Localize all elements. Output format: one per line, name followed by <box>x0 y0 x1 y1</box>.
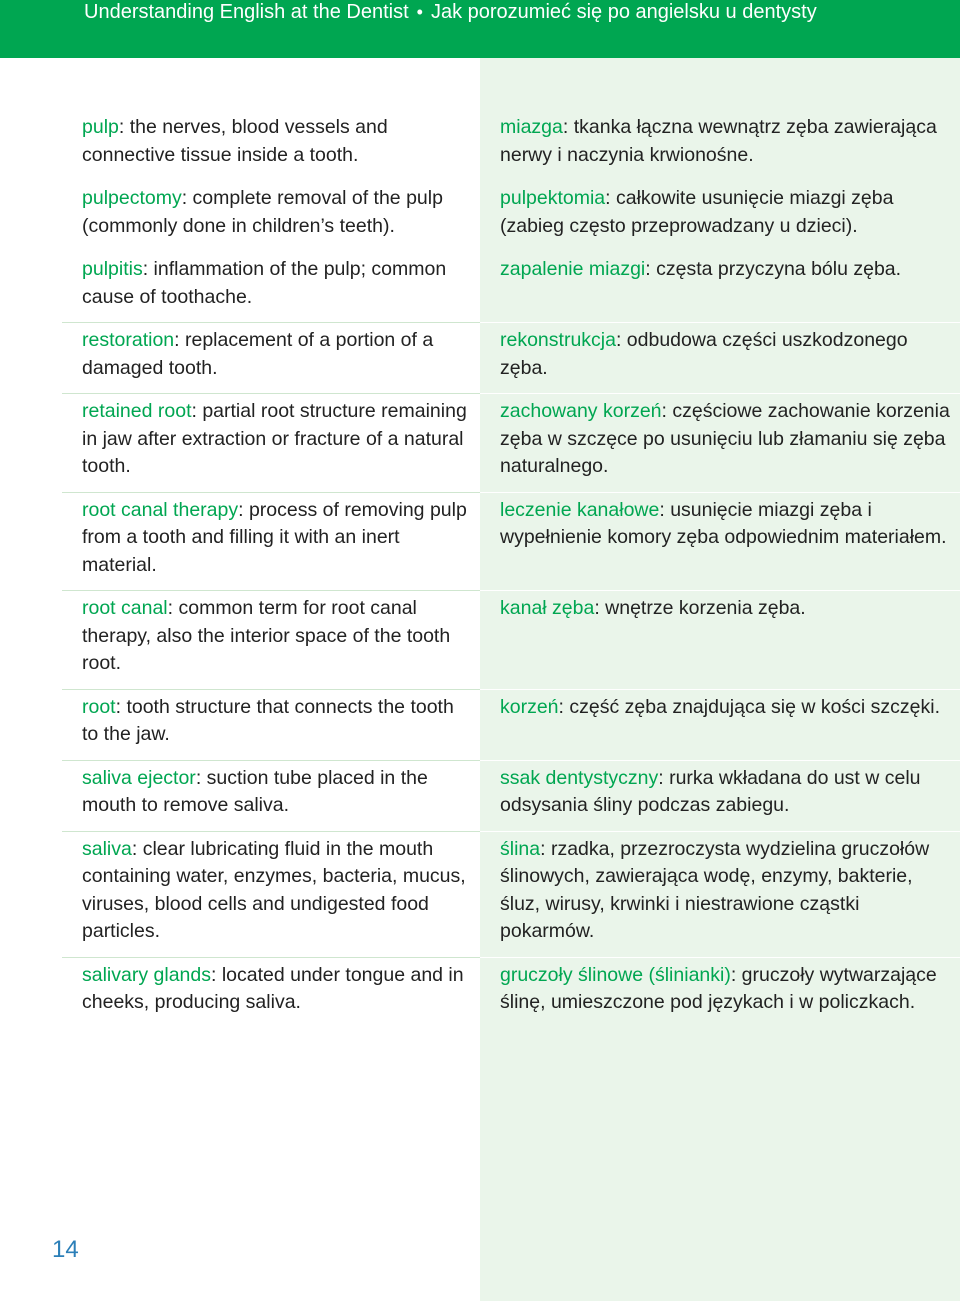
definition-en: : common term for root canal therapy, also the interior space of the tooth root. <box>82 597 451 674</box>
entry-pl <box>480 761 960 832</box>
entry-pl <box>480 394 960 493</box>
entry-pl <box>480 832 960 958</box>
definition-en: : complete removal of the pulp (commonly done in children’s teeth). <box>82 187 443 237</box>
entry-en <box>0 252 480 323</box>
entry-en <box>0 761 480 832</box>
term-pl: zachowany korzeń <box>500 400 662 422</box>
term-en: pulpectomy <box>82 187 182 209</box>
definition-pl: : częsta przyczyna bólu zęba. <box>645 258 902 280</box>
term-pl: kanał zęba <box>500 597 595 619</box>
term-en: pulp <box>82 116 119 138</box>
term-pl: gruczoły ślinowe (ślinianki) <box>500 963 731 986</box>
entry-en <box>0 110 480 181</box>
glossary-table <box>0 110 960 1029</box>
glossary-row <box>0 181 960 252</box>
term-en: saliva <box>82 837 132 860</box>
definition-en: : replacement of a portion of a damaged tooth. <box>82 329 434 379</box>
entry-en <box>0 958 480 1029</box>
entry-pl <box>480 958 960 1029</box>
term-pl: pulpektomia <box>500 187 606 209</box>
definition-en: : located under tongue and in cheeks, producing saliva. <box>82 963 464 1013</box>
definition-pl: : wnętrze korzenia zęba. <box>594 597 806 619</box>
glossary-row <box>0 761 960 832</box>
definition-en: : the nerves, blood vessels and connective tissue inside a tooth. <box>82 116 388 166</box>
definition-en: : inflammation of the pulp; common cause of toothache. <box>82 258 447 308</box>
glossary-row <box>0 832 960 958</box>
glossary-row <box>0 252 960 323</box>
entry-pl <box>480 591 960 690</box>
definition-pl: : gruczoły wytwarzające ślinę, umieszczone pod językach i w policzkach. <box>500 963 937 1013</box>
entry-pl <box>480 110 960 181</box>
definition-pl: : rzadka, przezroczysta wydzielina gruczołów ślinowych, zawierająca wodę, enzymy, bakterie, śluz, wirusy, krwinki i niestrawione cząstki pokarmów. <box>500 837 930 942</box>
term-en: root canal <box>82 597 168 619</box>
term-en: saliva ejector <box>82 766 196 789</box>
definition-en: : clear lubricating fluid in the mouth containing water, enzymes, bacteria, mucus, viruses, blood cells and undigested food particles. <box>82 837 466 942</box>
entry-pl <box>480 323 960 394</box>
term-pl: miazga <box>500 116 563 138</box>
header-title-en: Understanding English at the Dentist <box>84 1 409 23</box>
term-en: restoration <box>82 329 175 351</box>
definition-pl: : tkanka łączna wewnątrz zęba zawierająca nerwy i naczynia krwionośne. <box>500 116 937 166</box>
term-pl: rekonstrukcja <box>500 329 616 351</box>
term-pl: leczenie kanałowe <box>500 498 660 521</box>
definition-en: : suction tube placed in the mouth to remove saliva. <box>82 766 428 816</box>
definition-pl: : odbudowa części uszkodzonego zęba. <box>500 329 908 379</box>
header-title-pl: Jak porozumieć się po angielsku u dentysty <box>430 1 817 23</box>
entry-pl <box>480 493 960 592</box>
term-en: retained root <box>82 400 192 422</box>
definition-pl: : całkowite usunięcie miazgi zęba (zabieg często przeprowadzany u dzieci). <box>500 187 894 237</box>
term-en: salivary glands <box>82 963 211 986</box>
entry-en <box>0 690 480 761</box>
glossary-row <box>0 110 960 181</box>
definition-pl: : rurka wkładana do ust w celu odsysania śliny podczas zabiegu. <box>500 766 921 816</box>
term-pl: ssak dentystyczny <box>500 766 659 789</box>
glossary-row <box>0 323 960 394</box>
page-header <box>0 0 960 58</box>
definition-en: : tooth structure that connects the tooth to the jaw. <box>82 695 454 745</box>
entry-en <box>0 394 480 493</box>
page-number: 14 <box>52 1236 79 1263</box>
definition-pl: : częściowe zachowanie korzenia zęba w szczęce po usunięciu lub złamaniu się zęba naturalnego. <box>500 400 950 477</box>
entry-pl <box>480 252 960 323</box>
glossary-row <box>0 958 960 1029</box>
glossary-row <box>0 591 960 690</box>
definition-pl: : usunięcie miazgi zęba i wypełnienie komory zęba odpowiednim materiałem. <box>500 498 947 548</box>
glossary-row <box>0 690 960 761</box>
entry-pl <box>480 690 960 761</box>
entry-en <box>0 181 480 252</box>
term-pl: zapalenie miazgi <box>500 258 646 280</box>
term-en: pulpitis <box>82 258 143 280</box>
entry-en <box>0 323 480 394</box>
entry-en <box>0 493 480 592</box>
term-en: root <box>82 695 116 718</box>
header-separator: • <box>416 2 423 22</box>
entry-pl <box>480 181 960 252</box>
term-pl: korzeń <box>500 695 559 718</box>
definition-en: : process of removing pulp from a tooth and filling it with an inert material. <box>82 498 467 576</box>
term-en: root canal therapy <box>82 498 239 521</box>
definition-pl: : część zęba znajdująca się w kości szczęki. <box>558 695 941 718</box>
entry-en <box>0 832 480 958</box>
glossary-row <box>0 493 960 592</box>
term-pl: ślina <box>500 837 541 860</box>
entry-en <box>0 591 480 690</box>
definition-en: : partial root structure remaining in jaw after extraction or fracture of a natural tooth. <box>82 400 467 477</box>
glossary-row <box>0 394 960 493</box>
